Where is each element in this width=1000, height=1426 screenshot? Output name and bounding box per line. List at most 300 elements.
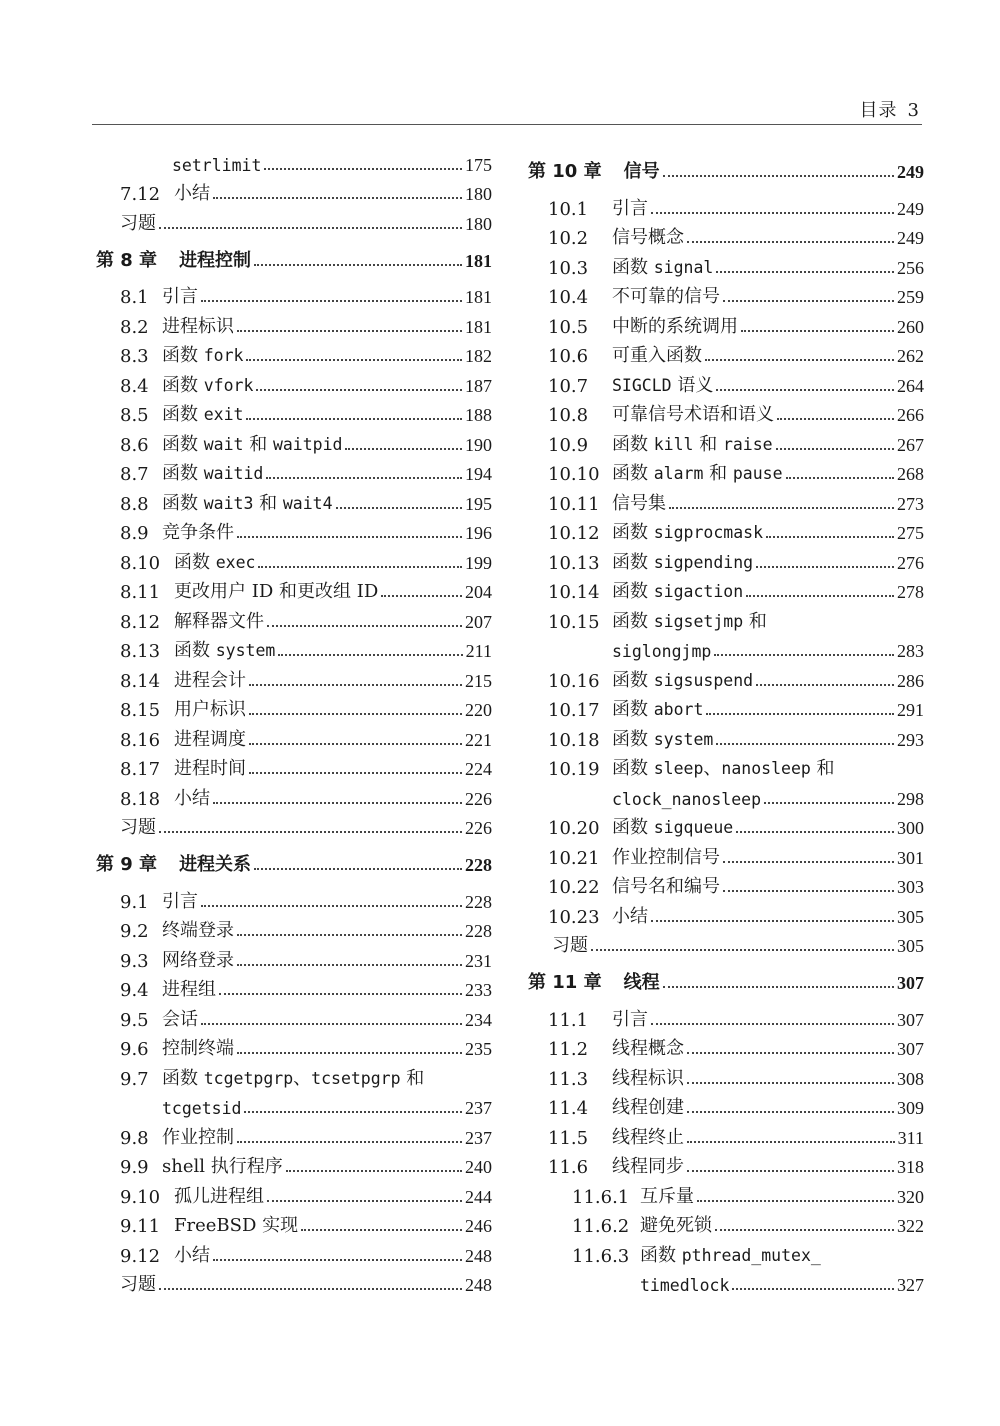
toc-entry[interactable] — [528, 1119, 924, 1149]
chapter-number: 第 11 章 — [528, 972, 602, 993]
section-number: 10.9 — [548, 434, 589, 456]
running-header — [860, 96, 920, 122]
page-number: 318 — [897, 1157, 924, 1177]
dot-leader — [591, 949, 894, 951]
page-number: 286 — [897, 670, 924, 691]
page-number: 181 — [465, 250, 492, 271]
page-number: 301 — [897, 847, 924, 868]
page-number: 190 — [465, 434, 492, 455]
section-title: 会话 — [162, 1008, 198, 1030]
page-number: 207 — [465, 611, 492, 632]
dot-leader — [741, 330, 894, 332]
toc-entry[interactable] — [96, 456, 492, 486]
toc-entry[interactable] — [528, 869, 924, 899]
section-title: 信号名和编号 — [612, 876, 720, 897]
toc-entry-exercises[interactable] — [96, 205, 492, 235]
dot-leader — [201, 905, 462, 907]
page-number: 249 — [897, 162, 924, 182]
page-number: 307 — [897, 1009, 924, 1030]
dot-leader — [723, 890, 894, 892]
toc-entry[interactable] — [528, 279, 924, 309]
toc-entry[interactable] — [528, 220, 924, 250]
dot-leader — [267, 1200, 462, 1202]
toc-entry[interactable] — [96, 1001, 492, 1031]
section-title: 线程标识 — [612, 1067, 684, 1089]
section-title: 孤儿进程组 — [174, 1185, 264, 1207]
section-number: 8.2 — [120, 316, 149, 338]
dot-leader — [256, 389, 462, 391]
page-number: 188 — [465, 405, 492, 425]
section-title: 小结 — [174, 787, 210, 809]
header-rule — [92, 124, 922, 125]
toc-entry[interactable] — [528, 515, 924, 545]
page-number: 181 — [465, 316, 492, 337]
toc-entry-line1[interactable] — [528, 751, 924, 781]
section-title: 函数 sigsuspend — [612, 669, 754, 691]
toc-entry[interactable] — [96, 1119, 492, 1149]
toc-entry[interactable] — [528, 456, 924, 486]
page-number: 237 — [465, 1127, 492, 1148]
toc-entry[interactable] — [528, 1031, 924, 1061]
toc-entry[interactable] — [528, 249, 924, 279]
section-number: 10.12 — [548, 523, 600, 544]
dot-leader — [267, 625, 462, 627]
page-number: 300 — [897, 818, 924, 838]
section-title: 线程终止 — [612, 1126, 684, 1148]
section-title: shell 执行程序 — [162, 1156, 283, 1177]
dot-leader — [663, 986, 894, 988]
section-number: 8.6 — [120, 434, 149, 456]
toc-entry[interactable] — [528, 485, 924, 515]
toc-entry-line1[interactable] — [96, 1060, 492, 1090]
toc-entry[interactable] — [528, 898, 924, 928]
section-title: 线程创建 — [612, 1097, 684, 1118]
section-number: 8.5 — [120, 405, 149, 426]
page-number: 246 — [465, 1216, 492, 1236]
section-number: 8.11 — [120, 582, 161, 603]
section-title: 进程标识 — [162, 315, 234, 337]
section-title: 作业控制 — [162, 1126, 234, 1148]
toc-entry[interactable] — [96, 176, 492, 206]
page-number: 320 — [897, 1186, 924, 1207]
section-title: 函数 alarm 和 pause — [612, 463, 783, 484]
page-number: 293 — [897, 729, 924, 750]
section-title: 竞争条件 — [162, 522, 234, 543]
section-title: 进程时间 — [174, 758, 246, 779]
page-number: 311 — [897, 1127, 924, 1148]
toc-entry-line2[interactable] — [96, 1090, 492, 1120]
section-number: 9.6 — [120, 1039, 149, 1060]
section-title: 函数 fork — [162, 345, 244, 366]
dot-leader — [159, 227, 462, 229]
section-title: 线程同步 — [612, 1156, 684, 1177]
toc-entry-exercises[interactable] — [96, 1267, 492, 1297]
toc-entry[interactable] — [96, 397, 492, 427]
section-title: FreeBSD 实现 — [174, 1215, 299, 1236]
toc-entry[interactable] — [96, 338, 492, 368]
toc-entry[interactable] — [528, 1178, 924, 1208]
dot-leader — [764, 802, 894, 804]
section-title: 习题 — [120, 817, 156, 838]
section-title: setrlimit — [172, 155, 262, 175]
page-number: 327 — [897, 1275, 924, 1295]
dot-leader — [687, 1111, 894, 1113]
dot-leader — [237, 1052, 462, 1054]
toc-entry[interactable] — [96, 485, 492, 515]
page-number: 278 — [897, 582, 924, 602]
dot-leader — [237, 1141, 462, 1143]
toc-entry[interactable] — [96, 633, 492, 663]
page-number: 283 — [897, 641, 924, 661]
section-number: 8.1 — [120, 287, 149, 308]
dot-leader — [777, 418, 894, 420]
toc-entry[interactable] — [96, 883, 492, 913]
toc-entry-line1[interactable] — [528, 1237, 924, 1267]
section-title-continued: timedlock — [640, 1276, 730, 1295]
section-title: SIGCLD 语义 — [612, 374, 714, 396]
section-number: 8.10 — [120, 552, 161, 574]
chapter-heading[interactable] — [528, 961, 924, 994]
page-number: 228 — [465, 891, 492, 912]
dot-leader — [345, 448, 462, 450]
section-number: 10.5 — [548, 316, 589, 338]
page-number: 259 — [897, 287, 924, 307]
page-number: 307 — [897, 1039, 924, 1059]
page-number: 268 — [897, 464, 924, 484]
dot-leader — [746, 595, 894, 597]
toc-entry[interactable] — [96, 1031, 492, 1061]
dot-leader — [715, 1229, 894, 1231]
dot-leader — [716, 743, 894, 745]
section-title: 小结 — [174, 1244, 210, 1266]
section-number: 8.13 — [120, 641, 161, 662]
section-number: 9.1 — [120, 891, 149, 913]
toc-entry[interactable] — [96, 662, 492, 692]
section-number: 10.1 — [548, 198, 589, 220]
toc-entry[interactable] — [96, 426, 492, 456]
section-number: 8.14 — [120, 670, 161, 692]
toc-entry-exercises[interactable] — [96, 810, 492, 840]
section-title: 控制终端 — [162, 1038, 234, 1059]
dot-leader — [219, 993, 462, 995]
toc-entry[interactable] — [528, 692, 924, 722]
section-title: 用户标识 — [174, 699, 246, 720]
section-number: 8.9 — [120, 523, 149, 544]
toc-entry[interactable] — [96, 1208, 492, 1238]
page-number: 226 — [465, 788, 492, 809]
page-number: 181 — [465, 287, 492, 307]
dot-leader — [213, 1259, 462, 1261]
toc-entry[interactable] — [528, 190, 924, 220]
section-number: 9.5 — [120, 1009, 149, 1031]
toc-entry[interactable] — [96, 544, 492, 574]
toc-left-column — [96, 146, 492, 1296]
dot-leader — [213, 802, 462, 804]
page-number: 305 — [897, 906, 924, 927]
section-title: 函数 wait3 和 wait4 — [162, 492, 333, 514]
toc-entry[interactable] — [528, 1060, 924, 1090]
dot-leader — [237, 330, 462, 332]
section-title: 进程调度 — [174, 728, 246, 750]
section-number: 10.23 — [548, 906, 600, 928]
chapter-title: 进程控制 — [179, 249, 252, 271]
dot-leader — [237, 964, 462, 966]
section-title: 可靠信号术语和语义 — [612, 404, 774, 425]
section-title: 函数 signal — [612, 256, 714, 278]
section-number: 9.9 — [120, 1157, 149, 1178]
toc-entry[interactable] — [528, 308, 924, 338]
section-title: 引言 — [162, 286, 198, 307]
page-number: 276 — [897, 552, 924, 573]
dot-leader — [651, 212, 894, 214]
toc-entry[interactable] — [528, 544, 924, 574]
section-number: 9.2 — [120, 921, 149, 942]
toc-entry[interactable] — [528, 810, 924, 840]
page-number: 309 — [897, 1098, 924, 1118]
section-number: 10.16 — [548, 670, 600, 692]
toc-entry[interactable] — [96, 367, 492, 397]
dot-leader — [264, 168, 462, 170]
header-page-number: 3 — [907, 100, 920, 121]
page-number: 234 — [465, 1009, 492, 1030]
dot-leader — [786, 477, 894, 479]
page-number: 240 — [465, 1157, 492, 1177]
section-number: 8.3 — [120, 346, 149, 367]
chapter-number: 第 8 章 — [96, 249, 158, 271]
dot-leader — [381, 595, 462, 597]
dot-leader — [237, 934, 462, 936]
dot-leader — [687, 1052, 894, 1054]
section-title: 互斥量 — [640, 1185, 694, 1207]
section-title: 信号概念 — [612, 227, 684, 248]
toc-entry[interactable] — [528, 721, 924, 751]
toc-entry[interactable] — [96, 574, 492, 604]
toc-entry[interactable] — [528, 1001, 924, 1031]
toc-entry[interactable] — [96, 721, 492, 751]
dot-leader — [705, 359, 894, 361]
toc-entry[interactable] — [528, 397, 924, 427]
toc-entry[interactable] — [96, 308, 492, 338]
page-number: 235 — [465, 1039, 492, 1059]
toc-entry[interactable] — [528, 338, 924, 368]
page-number: 228 — [465, 855, 492, 875]
section-title: 函数 sigsetjmp 和 — [612, 610, 767, 632]
toc-entry-line2[interactable] — [528, 633, 924, 663]
page-number: 187 — [465, 375, 492, 396]
page-number: 211 — [465, 641, 492, 661]
page-number: 204 — [465, 582, 492, 602]
section-title-continued: clock_nanosleep — [612, 789, 762, 809]
toc-right-column — [528, 146, 924, 1296]
toc-entry-line2[interactable] — [528, 780, 924, 810]
section-number: 10.11 — [548, 493, 600, 515]
header-title: 目录 — [859, 100, 898, 121]
dot-leader — [714, 654, 894, 656]
chapter-title: 信号 — [623, 161, 660, 182]
section-title: 函数 sigprocmask — [612, 522, 764, 543]
dot-leader — [213, 197, 462, 199]
section-title: 函数 tcgetpgrp、tcsetpgrp 和 — [162, 1067, 425, 1089]
dot-leader — [254, 264, 462, 266]
dot-leader — [237, 536, 462, 538]
section-number: 8.16 — [120, 729, 161, 751]
section-title: 函数 sigaction — [612, 581, 744, 602]
section-number: 9.8 — [120, 1127, 149, 1149]
page-number: 298 — [897, 788, 924, 809]
toc-entry[interactable] — [96, 1178, 492, 1208]
section-number: 8.15 — [120, 700, 161, 721]
section-title: 函数 exec — [174, 551, 256, 573]
section-number: 10.21 — [548, 847, 600, 869]
toc-entry[interactable] — [528, 839, 924, 869]
page-number: 307 — [897, 973, 924, 993]
section-title: 解释器文件 — [174, 610, 264, 632]
toc-entry[interactable] — [96, 692, 492, 722]
toc-entry[interactable] — [96, 279, 492, 309]
toc-entry[interactable] — [528, 1149, 924, 1179]
toc-entry[interactable] — [96, 942, 492, 972]
section-title: 更改用户 ID 和更改组 ID — [174, 581, 379, 602]
section-title: 网络登录 — [162, 949, 234, 971]
dot-leader — [669, 507, 894, 509]
page-number: 266 — [897, 405, 924, 425]
dot-leader — [246, 359, 462, 361]
section-number: 8.17 — [120, 759, 161, 780]
toc-entry-line1[interactable] — [528, 603, 924, 633]
section-number: 9.10 — [120, 1186, 161, 1208]
toc-entry[interactable] — [96, 603, 492, 633]
page-number: 237 — [465, 1098, 492, 1118]
toc-entry[interactable] — [96, 751, 492, 781]
page-number: 267 — [897, 434, 924, 455]
page-number: 308 — [897, 1068, 924, 1089]
toc-entry[interactable] — [528, 574, 924, 604]
toc-entry[interactable] — [96, 780, 492, 810]
section-number: 8.12 — [120, 611, 161, 633]
toc-entry-continued[interactable] — [96, 146, 492, 176]
toc-entry[interactable] — [96, 1149, 492, 1179]
dot-leader — [651, 920, 894, 922]
dot-leader — [723, 861, 894, 863]
toc-entry[interactable] — [96, 913, 492, 943]
dot-leader — [706, 713, 894, 715]
toc-entry-exercises[interactable] — [528, 928, 924, 958]
dot-leader — [732, 1288, 894, 1290]
section-title: 函数 pthread_mutex_ — [640, 1244, 821, 1266]
dot-leader — [159, 831, 462, 833]
page-number: 264 — [897, 375, 924, 396]
dot-leader — [776, 448, 894, 450]
section-number: 10.4 — [548, 287, 589, 308]
dot-leader — [286, 1170, 462, 1172]
chapter-number: 第 9 章 — [96, 854, 158, 875]
chapter-heading[interactable] — [528, 150, 924, 183]
section-number: 10.13 — [548, 552, 600, 574]
toc-entry[interactable] — [528, 1090, 924, 1120]
section-title: 函数 kill 和 raise — [612, 433, 773, 455]
page-number: 303 — [897, 877, 924, 897]
toc-entry[interactable] — [528, 1208, 924, 1238]
page-number: 233 — [465, 980, 492, 1000]
page-number: 262 — [897, 346, 924, 366]
dot-leader — [244, 1111, 462, 1113]
section-title: 函数 sleep、nanosleep 和 — [612, 758, 835, 779]
page-number: 248 — [465, 1245, 492, 1266]
section-title: 习题 — [552, 935, 588, 956]
section-number: 8.4 — [120, 375, 149, 397]
section-title: 避免死锁 — [640, 1215, 712, 1236]
dot-leader — [249, 743, 462, 745]
dot-leader — [336, 507, 462, 509]
section-title: 进程组 — [162, 979, 216, 1000]
dot-leader — [258, 566, 462, 568]
toc-entry[interactable] — [528, 662, 924, 692]
chapter-heading[interactable] — [96, 239, 492, 272]
toc-entry[interactable] — [96, 1237, 492, 1267]
section-number: 10.3 — [548, 257, 589, 279]
page-number: 248 — [465, 1275, 492, 1295]
page-number: 228 — [465, 921, 492, 941]
dot-leader — [663, 175, 894, 177]
section-number: 10.6 — [548, 346, 589, 367]
dot-leader — [246, 418, 462, 420]
page-number: 226 — [465, 818, 492, 838]
section-title: 小结 — [174, 183, 210, 204]
dot-leader — [723, 300, 894, 302]
chapter-heading[interactable] — [96, 843, 492, 876]
section-title: 函数 system — [174, 640, 276, 661]
section-number: 11.5 — [548, 1127, 589, 1149]
page-number: 195 — [465, 493, 492, 514]
toc-entry[interactable] — [96, 972, 492, 1002]
toc-entry[interactable] — [96, 515, 492, 545]
page-number: 273 — [897, 493, 924, 514]
toc-entry[interactable] — [528, 367, 924, 397]
dot-leader — [687, 1141, 895, 1143]
page-number: 175 — [465, 154, 492, 175]
section-number: 10.8 — [548, 405, 589, 426]
chapter-title: 线程 — [623, 972, 660, 993]
dot-leader — [697, 1200, 894, 1202]
section-title: 小结 — [612, 905, 648, 927]
section-title: 线程概念 — [612, 1038, 684, 1059]
section-number: 10.20 — [548, 818, 600, 839]
section-title: 作业控制信号 — [612, 846, 720, 868]
section-title-continued: siglongjmp — [612, 642, 712, 661]
page-number: 231 — [465, 950, 492, 971]
dot-leader — [766, 536, 894, 538]
section-number: 11.2 — [548, 1039, 589, 1060]
page-number: 305 — [897, 936, 924, 956]
page-number: 196 — [465, 523, 492, 543]
section-number: 10.2 — [548, 228, 589, 249]
section-number: 10.19 — [548, 759, 600, 780]
page-number: 291 — [897, 700, 924, 720]
section-number: 10.15 — [548, 611, 600, 633]
dot-leader — [159, 1288, 462, 1290]
toc-entry-line2[interactable] — [528, 1267, 924, 1297]
toc-entry[interactable] — [528, 426, 924, 456]
dot-leader — [716, 271, 894, 273]
section-number: 8.18 — [120, 788, 161, 810]
page-number: 256 — [897, 257, 924, 278]
section-number: 11.4 — [548, 1098, 589, 1119]
section-title: 函数 sigpending — [612, 551, 754, 573]
dot-leader — [254, 868, 462, 870]
page-number: 244 — [465, 1186, 492, 1207]
dot-leader — [266, 477, 462, 479]
section-number: 9.7 — [120, 1068, 149, 1090]
